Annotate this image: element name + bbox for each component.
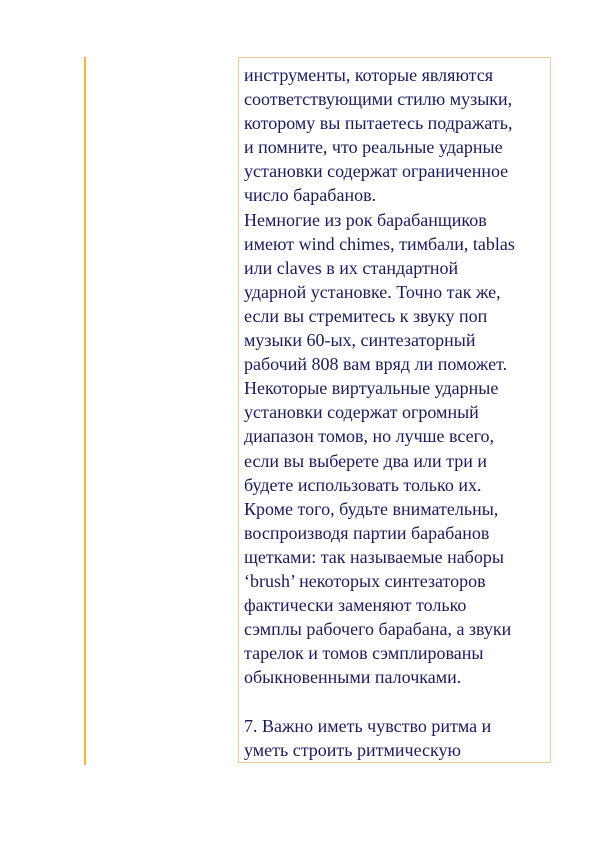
- text-line: обыкновенными палочками.: [244, 667, 462, 688]
- text-line: ударной установке. Точно так же,: [244, 281, 501, 302]
- text-line: диапазон томов, но лучше всего,: [244, 426, 495, 447]
- text-line: или claves в их стандартной: [244, 257, 459, 278]
- text-line: Некоторые виртуальные ударные: [244, 378, 499, 399]
- text-line: Кроме того, будьте внимательны,: [244, 498, 499, 519]
- margin-rule: [84, 57, 86, 765]
- text-line: имеют wind chimes, тимбали, tablas: [244, 233, 515, 254]
- text-line: которому вы пытаетесь подражать,: [244, 113, 513, 134]
- text-line: сэмплы рабочего барабана, а звуки: [244, 619, 512, 640]
- text-line: музыки 60-ых, синтезаторный: [244, 330, 476, 351]
- text-line: если вы выберете два или три и: [244, 450, 487, 471]
- text-line: ‘brush’ некоторых синтезаторов: [244, 570, 486, 591]
- text-line: щетками: так называемые наборы: [244, 546, 504, 567]
- section-heading-line: 7. Важно иметь чувство ритма и: [244, 715, 492, 736]
- text-line: инструменты, которые являются: [244, 65, 494, 85]
- text-line: установки содержат огромный: [244, 402, 479, 423]
- text-line: установки содержат ограниченное: [244, 161, 509, 182]
- text-line: соответствующими стилю музыки,: [244, 89, 513, 110]
- section-heading-line: уметь строить ритмическую: [244, 739, 461, 760]
- text-line: воспроизводя партии барабанов: [244, 522, 490, 543]
- body-text: [244, 63, 551, 762]
- text-line: будете использовать только их.: [244, 474, 482, 495]
- text-line: рабочий 808 вам вряд ли поможет.: [244, 354, 508, 375]
- text-frame: [238, 57, 551, 763]
- text-line: и помните, что реальные ударные: [244, 137, 503, 158]
- text-line: фактически заменяют только: [244, 595, 467, 616]
- text-line: Немногие из рок барабанщиков: [244, 209, 487, 230]
- text-line: тарелок и томов сэмплированы: [244, 643, 484, 664]
- paragraph-gap: [244, 689, 551, 713]
- text-line: число барабанов.: [244, 185, 377, 206]
- text-line: если вы стремитесь к звуку поп: [244, 305, 488, 326]
